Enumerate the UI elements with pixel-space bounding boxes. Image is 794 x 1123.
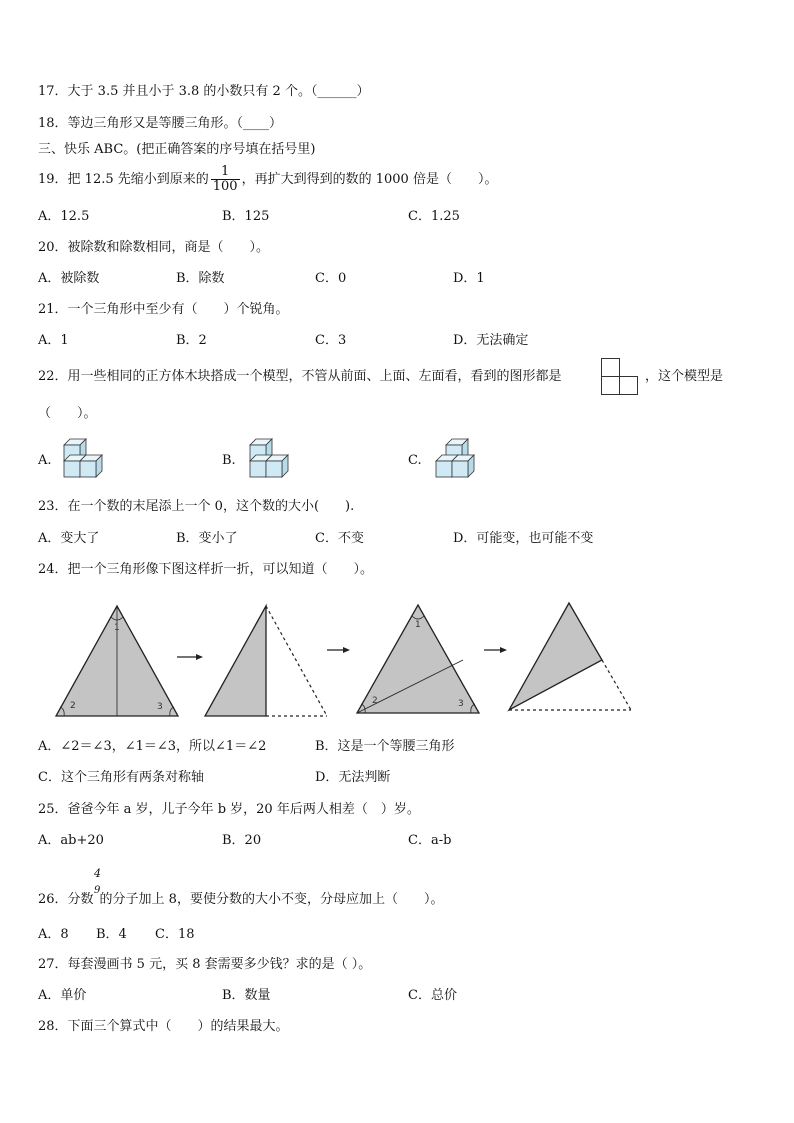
section-3-heading: 三、快乐 ABC。(把正确答案的序号填在括号里) xyxy=(38,142,316,157)
q19-option-a: A．12.5 xyxy=(38,209,90,224)
question-26-text-end: 的分子加上 8，要使分数的大小不变，分母应加上（ ）。 xyxy=(99,892,444,907)
triangle-4 xyxy=(509,603,631,710)
fraction-numerator: 1 xyxy=(211,165,240,180)
q25-option-b: B．20 xyxy=(222,833,262,848)
q25-option-c: C．a-b xyxy=(408,833,452,848)
question-25: 25．爸爸今年 a 岁，儿子今年 b 岁，20 年后两人相差（ ）岁。 xyxy=(38,802,420,817)
q21-option-a: A．1 xyxy=(38,333,69,348)
fraction-denominator: 100 xyxy=(212,179,238,194)
question-19-text-end: ，再扩大到得到的数的 1000 倍是（ ）。 xyxy=(241,172,498,187)
angle-label-2: 2 xyxy=(70,701,76,711)
angle-label-2b: 2 xyxy=(372,696,378,706)
question-18: 18．等边三角形又是等腰三角形。（____） xyxy=(38,116,283,131)
q23-option-d: D．可能变，也可能不变 xyxy=(453,531,594,546)
q20-option-c: C．0 xyxy=(315,271,347,286)
q27-option-a: A．单价 xyxy=(38,988,87,1003)
angle-label-3b: 3 xyxy=(458,699,464,709)
q23-option-a: A．变大了 xyxy=(38,531,100,546)
q26-option-b: B．4 xyxy=(96,927,127,942)
q20-option-b: B．除数 xyxy=(176,271,225,286)
triangle-2 xyxy=(205,606,327,716)
q20-option-a: A．被除数 xyxy=(38,271,100,286)
question-21: 21．一个三角形中至少有（ ）个锐角。 xyxy=(38,302,289,317)
arrow-2-icon xyxy=(327,647,350,653)
question-24: 24．把一个三角形像下图这样折一折，可以知道（ ）。 xyxy=(38,562,374,577)
q26-fraction-denominator: 9 xyxy=(94,885,101,896)
q19-option-b: B．125 xyxy=(222,209,270,224)
q22-option-a: A. xyxy=(38,453,52,468)
question-26 xyxy=(38,892,443,908)
q21-option-c: C．3 xyxy=(315,333,347,348)
arrow-3-icon xyxy=(484,647,507,653)
triangle-3 xyxy=(357,605,479,713)
question-27: 27．每套漫画书 5 元，买 8 套需要多少钱？求的是（ ）。 xyxy=(38,957,372,972)
q24-option-d: D．无法判断 xyxy=(315,770,391,785)
q19-option-c: C．1.25 xyxy=(408,209,460,224)
triangle-1 xyxy=(56,606,178,716)
q27-option-b: B．数量 xyxy=(222,988,271,1003)
q24-option-b: B．这是一个等腰三角形 xyxy=(315,739,455,754)
angle-label-3: 3 xyxy=(157,702,163,712)
question-20: 20．被除数和除数相同，商是（ ）。 xyxy=(38,240,270,255)
q23-option-c: C．不变 xyxy=(315,531,364,546)
q22-option-c: C. xyxy=(408,453,422,468)
q24-option-c: C．这个三角形有两条对称轴 xyxy=(38,770,204,785)
arrow-1-icon xyxy=(177,654,203,660)
question-23: 23．在一个数的末尾添上一个 0，这个数的大小( ). xyxy=(38,499,355,514)
q20-option-d: D．1 xyxy=(453,271,485,286)
question-17: 17．大于 3.5 并且小于 3.8 的小数只有 2 个。（______） xyxy=(38,84,370,99)
q27-option-c: C．总价 xyxy=(408,988,457,1003)
question-26-text: 26．分数 xyxy=(38,892,94,907)
q26-option-a: A．8 xyxy=(38,927,69,942)
q21-option-b: B．2 xyxy=(176,333,207,348)
q23-option-b: B．变小了 xyxy=(176,531,238,546)
q21-option-d: D．无法确定 xyxy=(453,333,529,348)
q26-fraction-numerator: 4 xyxy=(94,867,101,880)
q26-option-c: C．18 xyxy=(155,927,195,942)
q25-option-a: A．ab+20 xyxy=(38,833,104,848)
question-19-text: 19．把 12.5 先缩小到原来的 xyxy=(38,172,209,187)
q24-option-a: A．∠2＝∠3，∠1＝∠3，所以∠1＝∠2 xyxy=(38,739,267,754)
question-22-end: ，这个模型是 xyxy=(645,369,724,384)
angle-label-1b: 1 xyxy=(415,620,421,630)
question-22: 22．用一些相同的正方体木块搭成一个模型，不管从前面、上面、左面看，看到的图形都是 xyxy=(38,369,562,384)
angle-label-1: 1 xyxy=(114,623,120,633)
q22-option-b: B. xyxy=(222,453,236,468)
question-28: 28．下面三个算式中（ ）的结果最大。 xyxy=(38,1019,289,1034)
question-22-line2: （ ）。 xyxy=(38,406,97,421)
